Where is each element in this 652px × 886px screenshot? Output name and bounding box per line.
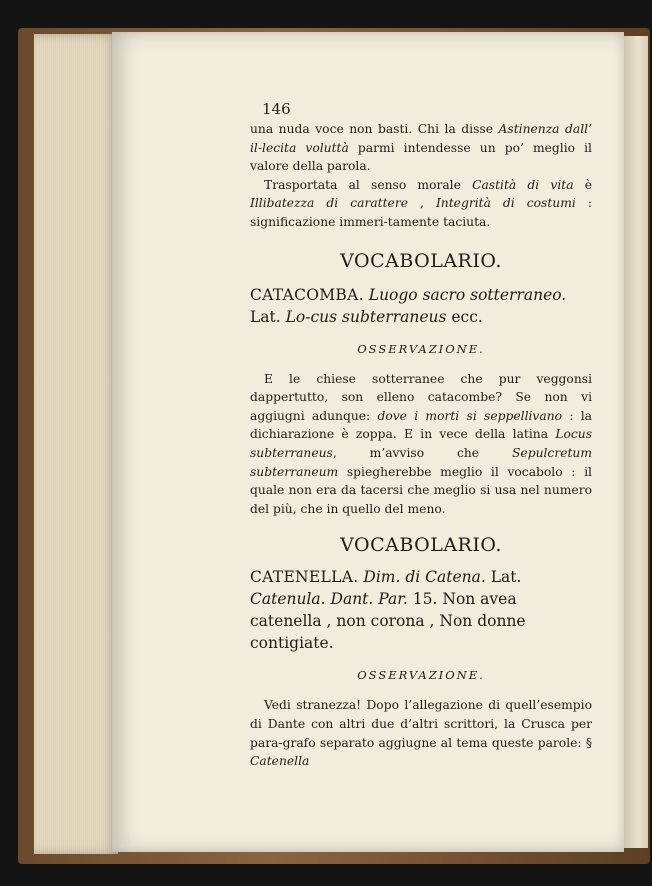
page-text <box>250 100 592 771</box>
italic-run: Catenella <box>250 754 310 769</box>
text-run: 15. Non avea catenella , non corona , Non donne contigiate. <box>250 590 526 653</box>
text-run: Lat. <box>250 307 286 326</box>
text-run: , m’avviso che <box>332 445 512 460</box>
text-run: Trasportata al senso morale <box>264 177 473 192</box>
section-heading-vocabolario: VOCABOLARIO. <box>340 249 502 272</box>
entry-headword: CATACOMBA. <box>250 285 364 304</box>
entry-definition: Dim. di Catena. <box>363 568 486 587</box>
entry-latin: Lo-cus subterraneus <box>285 307 447 326</box>
text-run: spiegherebbe meglio il vocabolo : il quale non era da tacersi che meglio si usa nel numero del più, che in quello del meno. <box>250 464 592 516</box>
text-run: , <box>407 196 436 211</box>
text-run: è <box>573 177 593 192</box>
text-run: E le chiese sotterranee che pur veggonsi dappertutto, son elleno catacombe? Se non vi aggiugni adunque: <box>250 371 592 423</box>
page-number: 146 <box>262 100 291 118</box>
text-run: parmi intendesse un po’ meglio il valore della parola. <box>250 140 592 174</box>
entry-catenella <box>250 566 592 654</box>
page-edges <box>34 34 118 854</box>
text-run: : la dichiarazione è zoppa. E in vece della latina <box>250 408 592 442</box>
italic-run: Locus subterraneus <box>250 427 592 460</box>
italic-run: dove i morti si seppellivano <box>377 408 563 423</box>
entry-latin: Catenula. Dant. Par. <box>250 590 408 609</box>
osservazione-body <box>250 370 592 519</box>
italic-run: Astinenza dall’ il-lecita voluttà <box>250 122 592 155</box>
text-run: : significazione immeri-tamente taciuta. <box>250 196 592 229</box>
entry-headword: CATENELLA. <box>250 568 359 587</box>
italic-run: Integrità di costumi <box>435 196 576 211</box>
section-heading-vocabolario-2: VOCABOLARIO. <box>340 534 502 557</box>
italic-run: Illibatezza di carattere <box>250 196 408 211</box>
italic-run: Castità di vita <box>472 177 574 192</box>
facing-page-edge <box>624 36 648 848</box>
osservazione-heading: OSSERVAZIONE. <box>357 341 485 356</box>
text-run: Lat. <box>485 568 522 587</box>
entry-definition: Luogo sacro sotterraneo. <box>368 285 567 304</box>
entry-catacomba <box>250 284 592 328</box>
paragraph-intro <box>250 120 592 176</box>
osservazione-heading-2: OSSERVAZIONE. <box>357 668 485 683</box>
text-run: Vedi stranezza! Dopo l’allegazione di quell’esempio di Dante con altri due d’altri scrittori, la Crusca per para-grafo separato aggiugne al tema queste parole: § <box>250 698 592 750</box>
text-run: una nuda voce non basti. Chi la disse <box>250 122 499 136</box>
italic-run: Sepulcretum subterraneum <box>250 445 592 479</box>
text-run: ecc. <box>446 307 483 326</box>
osservazione-body-2 <box>250 696 592 770</box>
paragraph-moral-sense <box>250 176 592 232</box>
